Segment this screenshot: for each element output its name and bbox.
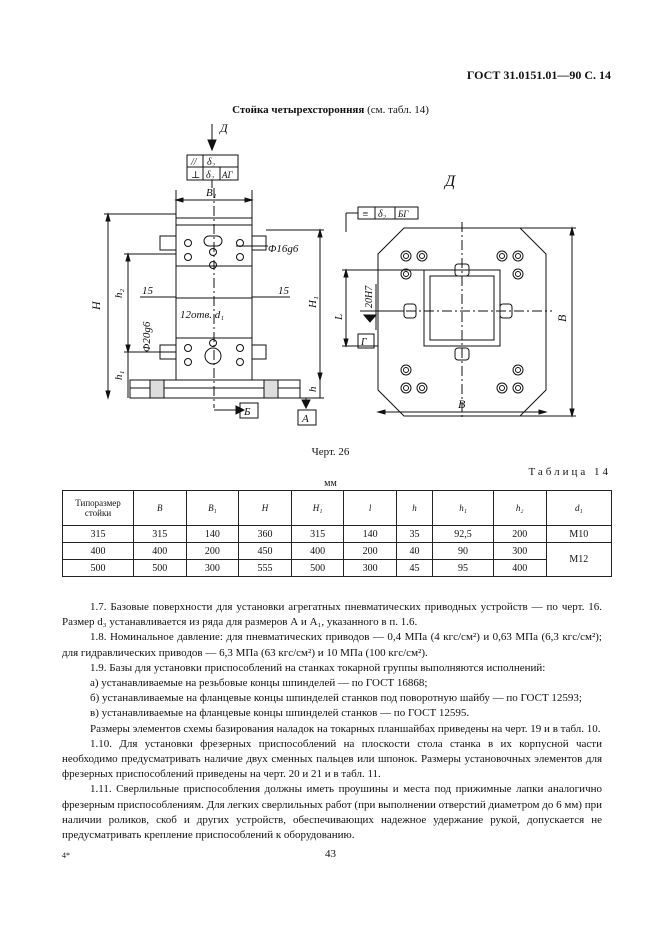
col-header: h₁ (433, 491, 494, 526)
table-cell: 45 (396, 560, 432, 577)
label-h1: H₁ (307, 296, 319, 308)
label-tol-d2: δ₂ (207, 157, 216, 168)
label-h-small1: h₁ (113, 370, 125, 380)
table-cell: 300 (493, 543, 546, 560)
col-header: h₂ (493, 491, 546, 526)
table-cell: 315 (291, 526, 344, 543)
col-header: B₁ (186, 491, 239, 526)
page-header: ГОСТ 31.0151.01—90 С. 14 (466, 68, 611, 82)
label-phi20: Φ20g6 (141, 321, 153, 352)
table-cell: 200 (186, 543, 239, 560)
label-tol-eq: ≡ (362, 209, 369, 220)
label-view-d: Д (220, 121, 228, 135)
paragraph: 1.11. Сверлильные приспособления должны иметь проушины и места под прижимные лапки аналогично фрезерным приспособлениям. Для легких сверлильных работ (при выполнении отверстий диаметром до 6 мм) при наличии роликов, скоб и других устройств, обеспечивающих надежное удержание рукой, допускается не предусматривать крепление приспособлений к оборудованию. (62, 783, 602, 842)
table-cell: 200 (493, 526, 546, 543)
label-tol-ag: АГ (222, 170, 233, 180)
col-header: H (239, 491, 292, 526)
table-cell: 400 (291, 543, 344, 560)
table-cell: 300 (186, 560, 239, 577)
paragraph: б) устанавливаемые на фланцевые концы шпинделей станков под поворотную шайбу — по ГОСТ 12593; (90, 692, 582, 705)
paragraph: а) устанавливаемые на резьбовые концы шпинделей — по ГОСТ 16868; (90, 677, 428, 690)
table-row (63, 526, 612, 543)
table-cell: 92,5 (433, 526, 494, 543)
label-twelve: 12отв. d₁ (180, 309, 225, 321)
table-cell: 360 (239, 526, 292, 543)
label-view-d2: Д (445, 173, 456, 190)
technical-drawing (0, 120, 661, 442)
page-number: 43 (325, 848, 336, 860)
table-cell: 400 (134, 543, 187, 560)
paragraph: 1.9. Базы для установки приспособлений на станках токарной группы выполняются исполнений: (90, 661, 546, 674)
table-label: Таблица 14 (528, 466, 611, 478)
label-b-vertical: В (555, 314, 569, 322)
table-cell: 500 (291, 560, 344, 577)
table-cell: 140 (186, 526, 239, 543)
table-header-row (63, 491, 612, 526)
paragraph: Размеры элементов схемы базирования наладок на токарных планшайбах приведены на черт. 19 и в табл. 10. (90, 722, 601, 735)
figure-title (0, 104, 661, 116)
body-text (62, 600, 602, 843)
table-cell: 40 (396, 543, 432, 560)
table-cell: 400 (63, 543, 134, 560)
table-cell: 95 (433, 560, 494, 577)
table-row (63, 543, 612, 560)
table-cell: 35 (396, 526, 432, 543)
label-20h7: 20H7 (364, 285, 375, 308)
label-b: B (458, 397, 466, 411)
col-header: d₁ (546, 491, 611, 526)
paragraph: 1.7. Базовые поверхности для установки агрегатных пневматических приводных устройств — по черт. 16. Размер d₃ устанавливается из ряда для размеров А и А₁, указанного в п. 1.6. (62, 601, 602, 629)
table-cell: 500 (63, 560, 134, 577)
label-phi16: Φ16g6 (268, 243, 299, 255)
table-cell: M12 (546, 543, 611, 577)
label-base-a: А (302, 413, 309, 425)
label-15a: 15 (142, 285, 153, 297)
table-cell: 315 (134, 526, 187, 543)
figure-title-bold: Стойка четырехсторонняя (232, 104, 365, 116)
label-base-g: Г (361, 337, 367, 348)
label-tol-d2c: δ₂ (378, 209, 387, 220)
label-h: H (89, 301, 103, 310)
label-h-small: h (307, 386, 319, 392)
paragraph: 1.10. Для установки фрезерных приспособлений на плоскости стола станка в их корпусной части необходимо предусматривать наличие двух сменных пальцев или шпонок. Размеры установочных элементов для фрезерных приспособлений приведены на черт. 20 и 21 и в табл. 11. (62, 737, 602, 781)
label-h2: h₂ (113, 288, 125, 298)
table-unit: мм (324, 478, 337, 489)
spec-table (62, 490, 612, 577)
col-header: B (134, 491, 187, 526)
label-tol-d2b: δ₂ (206, 170, 215, 181)
col-header: Типоразмер стойки (63, 491, 134, 526)
label-tol-perp: ⊥ (191, 170, 201, 181)
table-cell: 500 (134, 560, 187, 577)
table-cell: 200 (344, 543, 397, 560)
label-tol-bg: БГ (398, 209, 409, 219)
paragraph: в) устанавливаемые на фланцевые концы шпинделей станков — по ГОСТ 12595. (90, 707, 470, 720)
table-row (63, 560, 612, 577)
label-15b: 15 (278, 285, 289, 297)
label-l: L (333, 313, 345, 320)
label-tol-par: // (191, 157, 197, 168)
col-header: l (344, 491, 397, 526)
table-cell: 315 (63, 526, 134, 543)
col-header: H₁ (291, 491, 344, 526)
label-b1: B₁ (206, 187, 217, 199)
table-cell: 90 (433, 543, 494, 560)
col-header: h (396, 491, 432, 526)
table-cell: 450 (239, 543, 292, 560)
label-base-b: Б (244, 406, 251, 418)
table-cell: 300 (344, 560, 397, 577)
paragraph: 1.8. Номинальное давление: для пневматических приводов — 0,4 МПа (4 кгс/см²) и 0,63 МПа (6,3 кгс/см²); для гидравлических приводов — 6,3 МПа (63 кгс/см²) и 10 МПа (100 кгс/см²). (62, 631, 602, 659)
figure-title-rest: (см. табл. 14) (364, 104, 429, 116)
table-cell: M10 (546, 526, 611, 543)
table-cell: 140 (344, 526, 397, 543)
footer-mark: 4* (62, 851, 70, 860)
figure-caption: Черт. 26 (311, 446, 350, 458)
table-cell: 400 (493, 560, 546, 577)
table-cell: 555 (239, 560, 292, 577)
